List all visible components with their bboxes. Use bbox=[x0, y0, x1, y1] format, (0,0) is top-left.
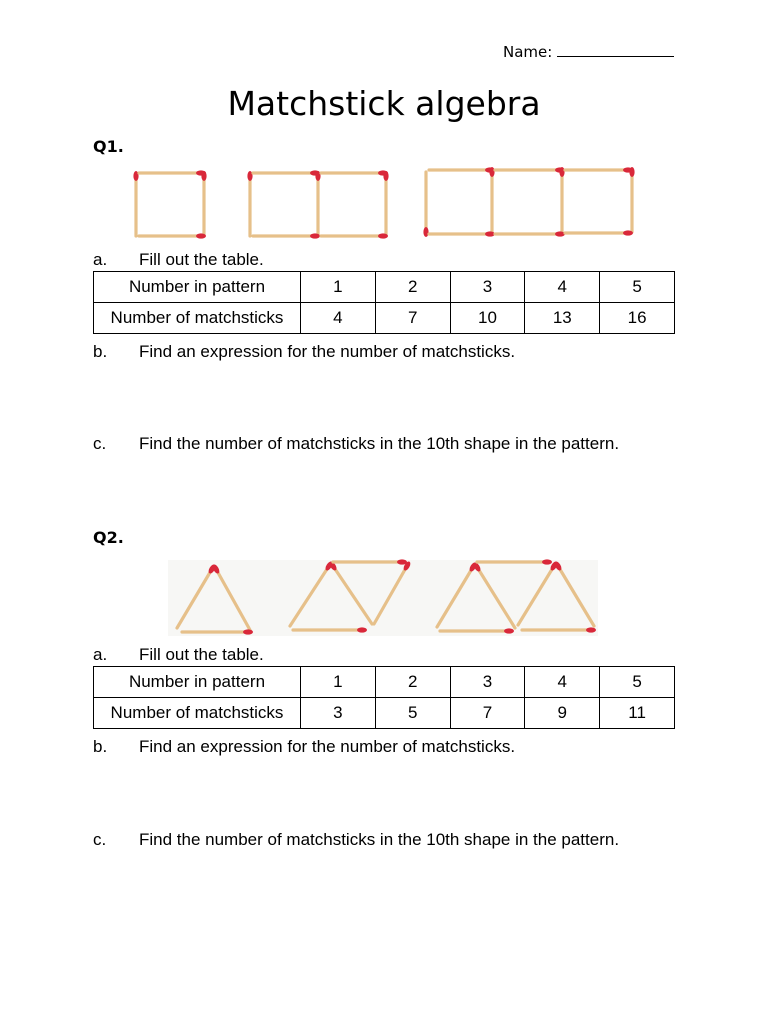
table-cell[interactable]: 16 bbox=[600, 303, 675, 334]
matchstick bbox=[559, 167, 564, 232]
table-row-label: Number of matchsticks bbox=[94, 303, 301, 334]
matchstick-squares-pattern bbox=[133, 167, 634, 239]
match-head bbox=[378, 233, 388, 238]
match-head bbox=[559, 167, 564, 177]
matchstick bbox=[139, 233, 206, 238]
table-cell: 5 bbox=[600, 667, 675, 698]
table-cell[interactable]: 9 bbox=[525, 698, 600, 729]
q2-part-a-letter: a. bbox=[93, 645, 108, 664]
table-row-label: Number in pattern bbox=[94, 667, 301, 698]
question-1-label: Q1. bbox=[93, 137, 124, 156]
q2-part-c-text: Find the number of matchsticks in the 10th shape in the pattern. bbox=[139, 830, 620, 849]
table-cell[interactable]: 3 bbox=[301, 698, 376, 729]
matchstick bbox=[489, 167, 494, 232]
table-cell: 1 bbox=[301, 272, 376, 303]
table-row-label: Number in pattern bbox=[94, 272, 301, 303]
name-label: Name: bbox=[503, 43, 553, 61]
matchstick bbox=[315, 171, 320, 236]
q1-part-b-text: Find an expression for the number of matchsticks. bbox=[139, 342, 516, 361]
q1-part-b bbox=[93, 342, 515, 362]
matchstick bbox=[139, 170, 206, 175]
match-head bbox=[201, 171, 206, 181]
table-row bbox=[94, 698, 675, 729]
table-row bbox=[94, 303, 675, 334]
match-head bbox=[489, 167, 494, 177]
matchstick bbox=[253, 170, 320, 175]
matchstick bbox=[247, 171, 252, 236]
table-cell: 2 bbox=[375, 272, 450, 303]
match-head bbox=[310, 233, 320, 238]
match-head bbox=[357, 627, 367, 632]
table-cell: 4 bbox=[525, 272, 600, 303]
matchstick bbox=[429, 231, 495, 236]
q1-part-a bbox=[93, 250, 264, 270]
match-head bbox=[623, 230, 633, 235]
table-cell[interactable]: 7 bbox=[450, 698, 525, 729]
matchstick bbox=[429, 167, 495, 172]
q1-part-a-letter: a. bbox=[93, 250, 108, 269]
table-cell: 3 bbox=[450, 272, 525, 303]
q2-part-c bbox=[93, 830, 619, 850]
q2-table bbox=[93, 666, 675, 729]
q2-part-a-text: Fill out the table. bbox=[139, 645, 264, 664]
match-head bbox=[423, 227, 428, 237]
match-head bbox=[383, 171, 388, 181]
table-cell: 3 bbox=[450, 667, 525, 698]
match-head bbox=[555, 231, 565, 236]
matchstick bbox=[201, 171, 206, 236]
match-head bbox=[586, 627, 596, 632]
matchstick bbox=[495, 167, 565, 172]
table-cell[interactable]: 11 bbox=[600, 698, 675, 729]
q2-part-c-letter: c. bbox=[93, 830, 107, 849]
q2-part-a bbox=[93, 645, 264, 665]
matchstick bbox=[565, 167, 633, 172]
matchstick bbox=[423, 172, 428, 237]
table-row-label: Number of matchsticks bbox=[94, 698, 301, 729]
table-cell[interactable]: 10 bbox=[450, 303, 525, 334]
matchstick bbox=[565, 230, 633, 235]
table-cell: 2 bbox=[375, 667, 450, 698]
page-title: Matchstick algebra bbox=[227, 84, 541, 123]
matchstick bbox=[321, 170, 388, 175]
match-head bbox=[196, 233, 206, 238]
question-2-label: Q2. bbox=[93, 528, 124, 547]
table-cell[interactable]: 7 bbox=[375, 303, 450, 334]
table-cell: 4 bbox=[525, 667, 600, 698]
table-cell[interactable]: 4 bbox=[301, 303, 376, 334]
table-cell[interactable]: 5 bbox=[375, 698, 450, 729]
matchstick bbox=[253, 233, 320, 238]
q1-part-c-text: Find the number of matchsticks in the 10th shape in the pattern. bbox=[139, 434, 620, 453]
q2-part-b bbox=[93, 737, 515, 757]
matchstick bbox=[495, 231, 565, 236]
q1-table bbox=[93, 271, 675, 334]
match-head bbox=[542, 559, 552, 564]
table-cell: 1 bbox=[301, 667, 376, 698]
table-row bbox=[94, 272, 675, 303]
matchstick bbox=[629, 167, 634, 232]
matchstick bbox=[133, 171, 138, 236]
q1-part-a-text: Fill out the table. bbox=[139, 250, 264, 269]
match-head bbox=[629, 167, 634, 177]
matchstick bbox=[321, 233, 388, 238]
match-head bbox=[243, 629, 253, 634]
table-row bbox=[94, 667, 675, 698]
table-cell[interactable]: 13 bbox=[525, 303, 600, 334]
matchstick bbox=[383, 171, 388, 236]
match-head bbox=[504, 628, 514, 633]
table-cell: 5 bbox=[600, 272, 675, 303]
q1-part-c-letter: c. bbox=[93, 434, 107, 453]
q1-part-b-letter: b. bbox=[93, 342, 108, 361]
q2-part-b-letter: b. bbox=[93, 737, 108, 756]
q1-part-c bbox=[93, 434, 619, 454]
q2-part-b-text: Find an expression for the number of matchsticks. bbox=[139, 737, 516, 756]
